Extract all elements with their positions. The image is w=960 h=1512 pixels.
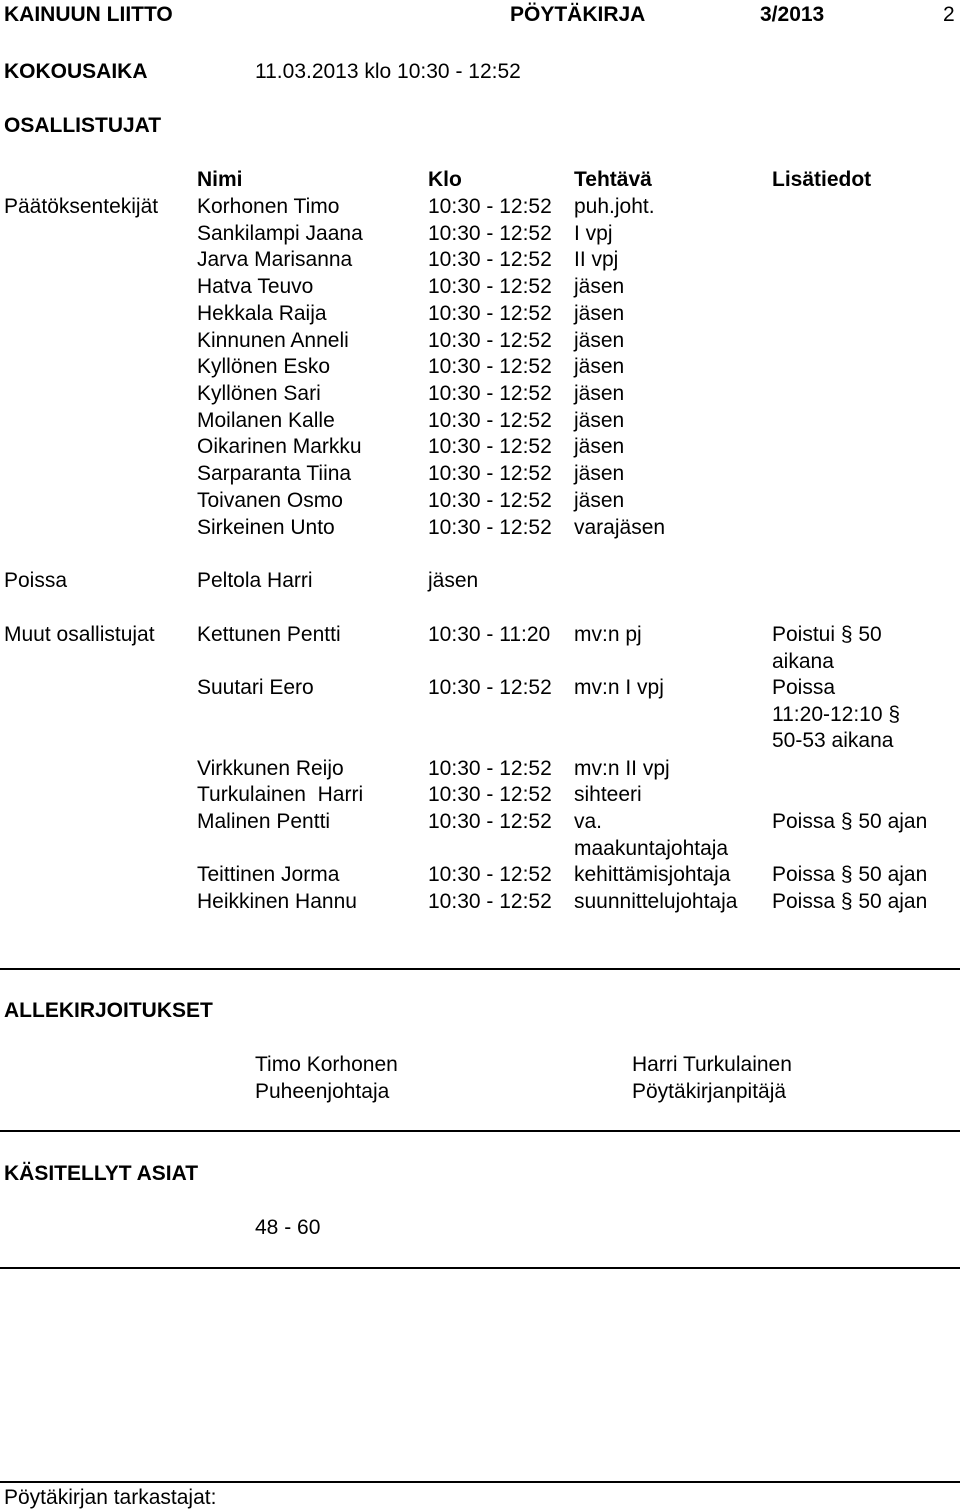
participant-name: Malinen Pentti — [197, 810, 331, 833]
table-row — [0, 247, 960, 274]
table-row — [0, 862, 960, 889]
signer1-title: Puheenjohtaja — [255, 1080, 390, 1103]
participant-role: puh.joht. — [574, 195, 655, 218]
participant-role: jäsen — [574, 355, 625, 378]
section-divider — [0, 1130, 960, 1132]
participant-role: jäsen — [574, 302, 625, 325]
participant-role: mv:n I vpj — [574, 676, 664, 699]
column-header-notes: Lisätiedot — [772, 168, 872, 191]
table-row — [0, 381, 960, 408]
participant-name: Kyllönen Sari — [197, 382, 321, 405]
signer2-name: Harri Turkulainen — [632, 1053, 792, 1076]
participant-time: 10:30 - 12:52 — [428, 516, 552, 539]
participant-time: 10:30 - 12:52 — [428, 382, 552, 405]
table-row — [0, 515, 960, 542]
participant-role: jäsen — [574, 435, 625, 458]
participant-role: sihteeri — [574, 783, 642, 806]
participant-name: Sankilampi Jaana — [197, 222, 363, 245]
participant-role: suunnittelujohtaja — [574, 890, 738, 913]
column-header-time: Klo — [428, 168, 462, 191]
participant-name: Hekkala Raija — [197, 302, 327, 325]
decision-makers-label: Päätöksentekijät — [4, 195, 159, 218]
table-row — [0, 354, 960, 381]
absent-row — [0, 568, 960, 595]
handled-items-range: 48 - 60 — [255, 1216, 321, 1239]
participant-time: 10:30 - 12:52 — [428, 329, 552, 352]
participant-name: Teittinen Jorma — [197, 863, 340, 886]
participant-role: jäsen — [574, 462, 625, 485]
participant-notes: Poistui § 50 aikana — [772, 623, 882, 673]
participant-name: Heikkinen Hannu — [197, 890, 357, 913]
handled-items-heading: KÄSITELLYT ASIAT — [4, 1162, 199, 1185]
participant-time: 10:30 - 12:52 — [428, 757, 552, 780]
participant-role: jäsen — [574, 275, 625, 298]
participant-name: Korhonen Timo — [197, 195, 340, 218]
absent-label: Poissa — [4, 569, 68, 592]
participant-time: 10:30 - 12:52 — [428, 435, 552, 458]
participant-name: Moilanen Kalle — [197, 409, 335, 432]
participant-time: 10:30 - 12:52 — [428, 489, 552, 512]
meeting-time-value: 11.03.2013 klo 10:30 - 12:52 — [255, 60, 521, 83]
participant-name: Virkkunen Reijo — [197, 757, 344, 780]
participant-role: jäsen — [574, 382, 625, 405]
table-row — [0, 461, 960, 488]
section-divider — [0, 1481, 960, 1483]
participant-role: jäsen — [428, 569, 479, 592]
participant-role: mv:n pj — [574, 623, 642, 646]
participant-name: Sarparanta Tiina — [197, 462, 352, 485]
participant-name: Sirkeinen Unto — [197, 516, 335, 539]
participant-time: 10:30 - 12:52 — [428, 409, 552, 432]
meeting-time-label: KOKOUSAIKA — [4, 60, 148, 83]
participant-notes: Poissa § 50 ajan — [772, 810, 928, 833]
document-type: PÖYTÄKIRJA — [510, 3, 646, 26]
column-header-name: Nimi — [197, 168, 243, 191]
table-row — [0, 274, 960, 301]
table-row — [0, 782, 960, 809]
table-row — [0, 434, 960, 461]
participant-name: Hatva Teuvo — [197, 275, 314, 298]
participant-role: jäsen — [574, 489, 625, 512]
participants-heading: OSALLISTUJAT — [4, 114, 162, 137]
participant-name: Kettunen Pentti — [197, 623, 341, 646]
participant-role: II vpj — [574, 248, 619, 271]
table-row — [0, 622, 960, 673]
signer2-title: Pöytäkirjanpitäjä — [632, 1080, 787, 1103]
participant-name: Jarva Marisanna — [197, 248, 353, 271]
page-number: 2 — [943, 3, 955, 26]
participant-time: 10:30 - 12:52 — [428, 248, 552, 271]
signatures-heading: ALLEKIRJOITUKSET — [4, 999, 213, 1022]
participant-role: jäsen — [574, 409, 625, 432]
participant-name: Peltola Harri — [197, 569, 313, 592]
organization-name: KAINUUN LIITTO — [4, 3, 173, 26]
other-participants-label: Muut osallistujat — [4, 623, 155, 646]
participant-time: 10:30 - 12:52 — [428, 195, 552, 218]
participant-time: 10:30 - 12:52 — [428, 302, 552, 325]
participant-time: 10:30 - 12:52 — [428, 462, 552, 485]
table-row — [0, 675, 960, 753]
table-row — [0, 809, 960, 860]
table-row — [0, 328, 960, 355]
participant-role: mv:n II vpj — [574, 757, 670, 780]
participant-role: va. maakuntajohtaja — [574, 810, 729, 860]
participant-name: Kinnunen Anneli — [197, 329, 349, 352]
participants-column-headers — [0, 167, 960, 194]
signer1-name: Timo Korhonen — [255, 1053, 398, 1076]
participant-time: 10:30 - 12:52 — [428, 863, 552, 886]
participant-name: Kyllönen Esko — [197, 355, 331, 378]
participant-notes: Poissa 11:20-12:10 § 50-53 aikana — [772, 676, 901, 753]
participant-time: 10:30 - 11:20 — [428, 623, 551, 646]
participant-time: 10:30 - 12:52 — [428, 783, 552, 806]
column-header-role: Tehtävä — [574, 168, 652, 191]
minutes-reviewers-label: Pöytäkirjan tarkastajat: — [4, 1486, 217, 1509]
participant-name: Turkulainen Harri — [197, 783, 364, 806]
participant-name: Suutari Eero — [197, 676, 314, 699]
document-number: 3/2013 — [760, 3, 825, 26]
participant-role: varajäsen — [574, 516, 666, 539]
table-row — [0, 889, 960, 916]
participant-notes: Poissa § 50 ajan — [772, 890, 928, 913]
participant-time: 10:30 - 12:52 — [428, 355, 552, 378]
participant-notes: Poissa § 50 ajan — [772, 863, 928, 886]
participant-time: 10:30 - 12:52 — [428, 222, 552, 245]
table-row — [0, 194, 960, 221]
table-row — [0, 301, 960, 328]
table-row — [0, 488, 960, 515]
participant-role: jäsen — [574, 329, 625, 352]
table-row — [0, 756, 960, 783]
participant-role: I vpj — [574, 222, 613, 245]
participant-time: 10:30 - 12:52 — [428, 676, 552, 699]
participant-name: Toivanen Osmo — [197, 489, 343, 512]
table-row — [0, 408, 960, 435]
participant-time: 10:30 - 12:52 — [428, 890, 552, 913]
table-row — [0, 221, 960, 248]
participant-role: kehittämisjohtaja — [574, 863, 731, 886]
section-divider — [0, 1267, 960, 1269]
participant-time: 10:30 - 12:52 — [428, 810, 552, 833]
section-divider — [0, 968, 960, 970]
participant-time: 10:30 - 12:52 — [428, 275, 552, 298]
participant-name: Oikarinen Markku — [197, 435, 362, 458]
